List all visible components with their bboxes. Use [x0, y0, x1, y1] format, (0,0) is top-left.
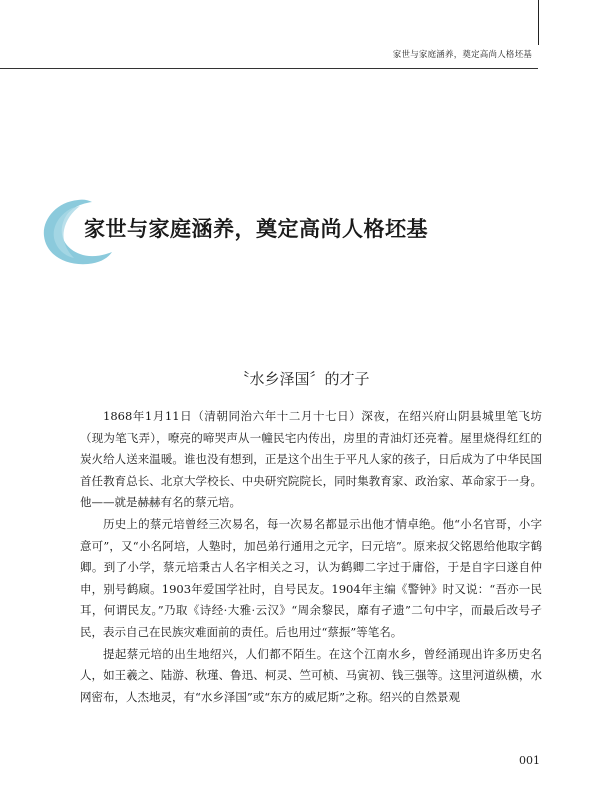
header-vertical-rule: [538, 0, 539, 45]
header-rule: [0, 68, 538, 69]
page-number: 001: [519, 754, 540, 767]
section-heading: 〝水乡泽国〞的才子: [234, 370, 370, 388]
paragraph: 历史上的蔡元培曾经三次易名，每一次易名都显示出他才情卓绝。他“小名官哥，小字意可”，又“小名阿培，人塾时，加邑弟行通用之元字，曰元培”。原来叔父铭恩给他取字鹤卿。到了小学，蔡元培秉古人名字相关之习，认为鹤卿二字过于庸俗，于是自字曰遂自仲申，别号鹤庼。1903年爱国学社时，自号民友。1904年主编《警钟》时又说：“吾亦一民耳，何谓民友。”乃取《诗经·大雅·云汉》“周余黎民，靡有孑遗”二句中字，而最后改号孑民，表示自己在民族灾难面前的责任。后也用过“蔡振”等笔名。: [80, 516, 542, 639]
paragraph: 1868年1月11日（清朝同治六年十二月十七日）深夜，在绍兴府山阴县城里笔飞坊（现为笔飞弄），嘹亮的啼哭声从一幢民宅内传出，房里的青油灯还亮着。屋里烧得红红的炭火给人送来温暖。谁也没有想到，正是这个出生于平凡人家的孩子，日后成为了中华民国首任教育总长、北京大学校长、中央研究院院长，同时集教育家、政治家、革命家于一身。他——就是赫赫有名的蔡元培。: [80, 409, 542, 510]
paragraph: 提起蔡元培的出生地绍兴，人们都不陌生。在这个江南水乡，曾经涌现出许多历史名人，如王羲之、陆游、秋瑾、鲁迅、柯灵、竺可桢、马寅初、钱三强等。这里河道纵横，水网密布，人杰地灵，有“水乡泽国”或“东方的威尼斯”之称。绍兴的自然景观: [80, 646, 542, 704]
chapter-title: 家世与家庭涵养，奠定高尚人格坯基: [84, 216, 428, 241]
body-text: [80, 406, 542, 708]
running-header: 家世与家庭涵养，奠定高尚人格坯基: [392, 50, 532, 60]
